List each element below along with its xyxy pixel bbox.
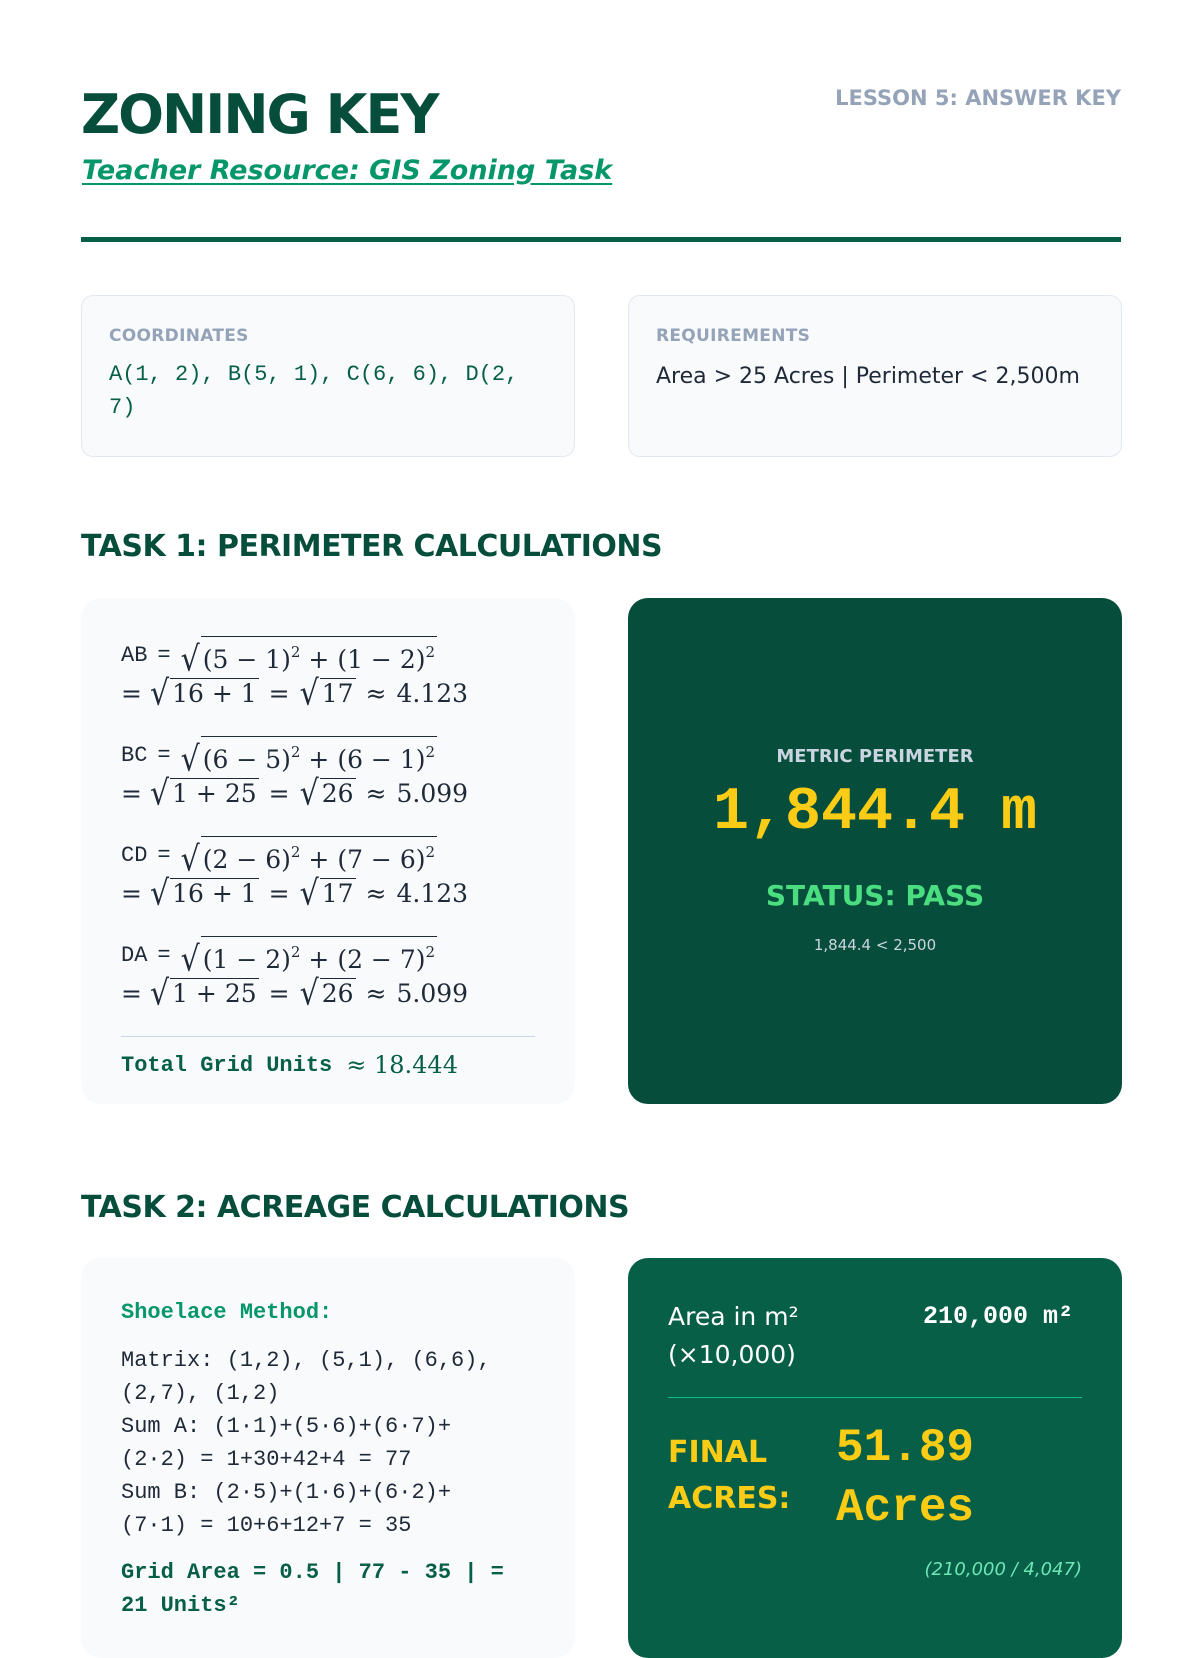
shoelace-lines [121, 1344, 535, 1542]
segment-name: AB [121, 642, 148, 668]
total-grid-units [121, 1051, 535, 1079]
coordinates-card [81, 295, 575, 457]
distance-formula-line [121, 736, 535, 780]
page-title: ZONING KEY [81, 83, 438, 146]
lesson-label: LESSON 5: ANSWER KEY [835, 86, 1121, 110]
radical: √ 16 + 1 [149, 672, 257, 714]
distance-formula-line [121, 636, 535, 680]
segment-length: 5.099 [396, 978, 469, 1008]
grid-area-result: Grid Area = 0.5 | 77 - 35 | = 21 Units² [121, 1560, 504, 1618]
task1-title: TASK 1: PERIMETER CALCULATIONS [81, 529, 663, 564]
final-acres-label: FINAL ACRES: [668, 1435, 791, 1516]
area-m2-value: 210,000 m² [923, 1302, 1074, 1331]
shoelace-method-title: Shoelace Method: [121, 1300, 333, 1325]
coordinates-value: A(1, 2), B(5, 1), C(6, 6), D(2, 7) [109, 362, 519, 420]
simplified-line: = √ 1 + 25 = √ 26 ≈ 5.099 [121, 772, 469, 814]
distance-formula-line [121, 836, 535, 880]
segment-calc-da [121, 936, 535, 1012]
total-value: ≈ 18.444 [346, 1051, 458, 1079]
requirements-card [628, 295, 1122, 457]
area-m2-row [668, 1298, 1082, 1398]
shoelace-line: Sum A: (1·1)+(5·6)+(6·7)+ [121, 1414, 452, 1439]
status-badge: STATUS: PASS [765, 879, 985, 912]
radical: √ $(5 - 1)^2 + (1 - 2)^2$ [181, 636, 437, 675]
simplified-line: = √ 16 + 1 = √ 17 ≈ 4.123 [121, 872, 469, 914]
radical: √ $(6 - 5)^2 + (6 - 1)^2$ [181, 736, 437, 775]
divider [121, 1036, 535, 1037]
metric-perimeter-label: METRIC PERIMETER [776, 746, 974, 767]
equals-sign: = [157, 642, 171, 668]
shoelace-line: Sum B: (2·5)+(1·6)+(6·2)+ [121, 1480, 452, 1505]
simplified-line: = √ 1 + 25 = √ 26 ≈ 5.099 [121, 972, 469, 1014]
radical: √ 26 [299, 972, 354, 1014]
shoelace-line: Matrix: (1,2), (5,1), (6,6), [121, 1348, 491, 1373]
segment-name: BC [121, 742, 148, 768]
perimeter-comparison-note: 1,844.4 < 2,500 [813, 936, 937, 954]
radical: √ $(1 - 2)^2 + (2 - 7)^2$ [181, 936, 437, 975]
radical: √ 1 + 25 [149, 772, 257, 814]
final-acres-value: 51.89 Acres [836, 1422, 975, 1534]
task2-title: TASK 2: ACREAGE CALCULATIONS [81, 1190, 630, 1225]
segment-calc-cd [121, 836, 535, 912]
radical: √ 26 [299, 772, 354, 814]
coordinates-label: COORDINATES [109, 326, 249, 346]
acreage-conversion-note: (210,000 / 4,047) [924, 1559, 1082, 1580]
radical: √ 17 [299, 872, 354, 914]
segment-name: CD [121, 842, 148, 868]
perimeter-result-card [628, 598, 1122, 1104]
segment-calc-ab [121, 636, 535, 712]
equals-sign: = [157, 742, 171, 768]
segment-calc-bc [121, 736, 535, 812]
requirements-label: REQUIREMENTS [656, 326, 811, 346]
simplified-line: = √ 16 + 1 = √ 17 ≈ 4.123 [121, 672, 469, 714]
perimeter-calc-list [121, 636, 535, 1012]
segment-name: DA [121, 942, 148, 968]
radical: √ 17 [299, 672, 354, 714]
radical: √ 1 + 25 [149, 972, 257, 1014]
acreage-work-card [81, 1258, 575, 1658]
shoelace-line: (2,7), (1,2) [121, 1381, 280, 1406]
segment-length: 5.099 [396, 778, 469, 808]
radical: √ 16 + 1 [149, 872, 257, 914]
metric-perimeter-value: 1,844.4 m [712, 779, 1038, 847]
segment-length: 4.123 [396, 678, 469, 708]
total-label: Total Grid Units [121, 1052, 333, 1078]
equals-sign: = [157, 942, 171, 968]
distance-formula-line [121, 936, 535, 980]
equals-sign: = [157, 842, 171, 868]
acreage-result-card [628, 1258, 1122, 1658]
radical: √ $(2 - 6)^2 + (7 - 6)^2$ [181, 836, 437, 875]
header [81, 80, 1121, 242]
shoelace-line: (2·2) = 1+30+42+4 = 77 [121, 1447, 412, 1472]
requirements-value: Area > 25 Acres | Perimeter < 2,500m [656, 364, 1080, 389]
perimeter-work-card [81, 598, 575, 1104]
area-m2-label: Area in m² (×10,000) [668, 1302, 799, 1369]
segment-length: 4.123 [396, 878, 469, 908]
shoelace-line: (7·1) = 10+6+12+7 = 35 [121, 1513, 412, 1538]
page-subtitle-link[interactable]: Teacher Resource: GIS Zoning Task [82, 155, 613, 186]
